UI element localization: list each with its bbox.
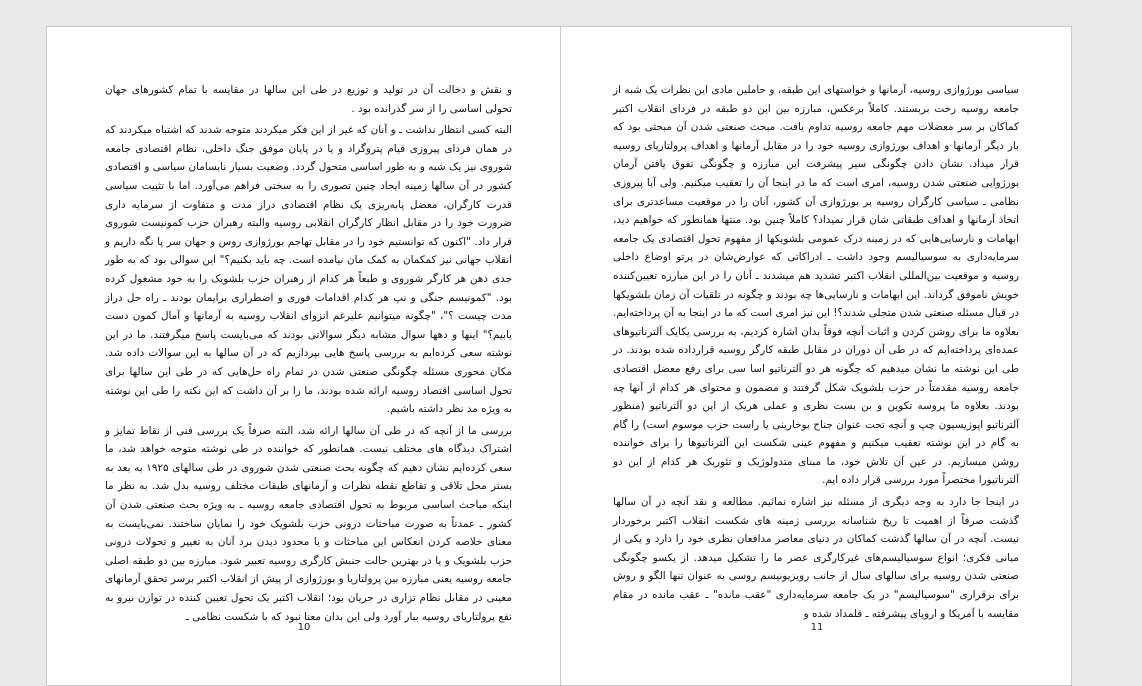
document-page-right — [560, 26, 1072, 686]
paragraph: سیاسی بورژوازی روسیه، آرمانها و خواستهای این طبقه، و حاملین مادی این نظرات یک شبه از جامعه روسیه رخت بربستند. کاملاً برعکس، مبارزه بین این دو طبقه در فردای انقلاب اکتبر کماکان بر سر معضلات مهم جامعه روسیه تداوم یافت. مبحث صنعتی شدن آن مبحثی بود که بار دیگر آرمانها و اهداف بورژوازی روسیه خود را در مقابل آرمانها و اهداف پرولتاریای روسیه قرار میداد. نشان دادن چگونگی سیر پیشرفت این مبارزه و چگونگی تفوق یافتن آرمان بورژوایی صنعتی شدن روسیه، امری است که ما در اینجا آن را تعقیب میکنیم. ولی آیا پیروزی نظامی ـ سیاسی کارگران روسیه بر بورژوازی آن کشور، آنان را در موقعیت مساعدتری برای اتخاذ آرمانها و اهداف طبقاتی شان قرار نمیداد؟ کاملاً چنین بود. منتها همانطور که خواهیم دید، ابهامات و نارسایی‌هایی که در زمینه درک عمومی بلشویکها از مفهوم تحول اقتصادی یک جامعه سرمایه‌داری به سوسیالیسم وجود داشت ـ ادراکاتی که عوارض‌شان در پرتو اوضاع داخلی روسیه و موقعیت بین‌المللی انقلاب اکتبر تشدید هم میشدند ـ آنان را در این مبارزه تعیین‌کننده خویش ناموفق گرداند. این ابهامات و نارسایی‌ها چه بودند و چگونه در تلقیات آن زمان بلشویکها در قبال مسئله صنعتی شدن متجلی شدند؟! این نیز امری است که ما در اینجا به آن پرداخته‌ایم. بعلاوه ما برای روشن کردن و اثبات آنچه فوقاً بدان اشاره کردیم، به بررسی یکایک آلترناتیوهای عمده‌ای پرداخته‌ایم که در طی آن دوران در مقابل طبقه کارگر روسیه قرارداده شده بودند. در طی این نوشته ما نشان میدهیم که چگونه هر دو آلترناتیو اسا سی برای رفع معضل اقتصادی جامعه روسیه مقدمتاً در حزب بلشویک شکل گرفتند و مضمون و محتوای هر کدام از آنها چه بودند. بعلاوه ما پروسه تکوین و بن بست نظری و عملی هریک از این دو آلترناتیو (منظور آلترناتیو اپوزیسیون چپ و آنچه تحت عنوان جناح بوخارینی یا راست حزب موسوم است) را گام به گام در این نوشته تعقیب میکنیم و مفهوم عینی شکست این آلترناتیوها را برای خواننده روشن میسازیم. در عین آن تلاش خود، ما مبنای متدولوژیک و تئوریک هر کدام از این دو آلترناتیورا مختصراً مورد بررسی قرار داده ایم. — [613, 84, 1019, 487]
paragraph: بررسی ما از آنچه که در طی آن سالها ارائه شد، البته صرفاً یک بررسی فنی از نقاط تمایز و اشتراک دیدگاه های مختلف نیست. همانطور که خواننده در طی نوشته متوجه خواهد شد، ما سعی کرده‌ایم نشان دهیم که چگونه بحث صنعتی شدن شوروی در طی سالهای ۱۹۲۵ به بعد به بستر محل تلاقی و تقاطع نقطه نظرات و آرمانهای طبقات مختلف روسیه بدل شد. به نظر ما اینکه مباحث اساسی مربوط به تحول اقتصادی جامعه روسیه ـ به ویژه بحث صنعتی شدن آن کشور ـ عمدتاً به صورت مباحثات درونی حزب بلشویک خود را نمایان ساختند. نمی‌بایست به معنای خلاصه کردن انعکاس این مباحثات و یا محدود دیدن برد آنان به تغییر و تحولات درونی حزب بلشویک و یا در بهترین حالت جنبش کارگری روسیه تعبیر شود. مبارزه بین دو طبقه اصلی جامعه روسیه یعنی مبارزه بین پرولتاریا و بورژوازی از پیش از انقلاب اکتبر برسر تحقق آرمانهای معینی در مقابل نظام تزاری در جریان بود؛ انقلاب اکتبر یک تحول تعیین کننده در توازن نیرو به نفع پرولتاریای روسیه ببار آورد ولی این بدان معنا نبود که با شکست نظامی ـ — [105, 424, 512, 623]
paragraph: و نقش و دخالت آن در تولید و توزیع در طی این سالها در مقایسه با تمام کشورهای جهان تحولی اساسی را از سر گذرانده بود . — [105, 84, 512, 115]
document-page-left — [46, 26, 571, 686]
page-body-text — [105, 81, 512, 626]
page-body-text — [613, 81, 1019, 623]
paragraph: البته کسی انتظار نداشت ـ و آنان که غیر از این فکر میکردند متوجه شدند که اشتباه میکردند که در همان فردای پیروزی قیام پتروگراد و یا در پایان موفق جنگ داخلی، نظام اقتصادی جامعه شوروی نیز یک شبه و به طور اساسی متحول گردد. وضعیت بسیار نابسامان سیاسی و اقتصادی کشور در آن سالها زمینه ایجاد چنین تصوری را به سختی فراهم می‌آورد. اما با تثبیت سیاسی قدرت کارگران، معضل پابه‌ریزی یک نظام اقتصادی دراز مدت و متفاوت از سرمایه داری ضرورت خود را در مقابل انظار کارگران انقلابی روسیه والبته رهبران حزب کمونیست شوروی قرار داد. "اکنون که توانستیم خود را در مقابل تهاجم بورژوازی روس و جهان سر پا نگه داریم و انقلاب جهانی نیز کمکمان به کمک مان نیامده است. چه باید بکنیم؟" این سوالی بود که به طور جدی ذهن هر کارگر شوروی و طبعاً هر کدام از رهبران حزب بلشویک را به خود مشغول کرده بود. "کمونیسم جنگی و نپ هر کدام اقدامات فوری و اضطراری برایمان بودند ـ راه حل دراز مدت چیست ؟"، "چگونه میتوانیم علیرغم انزوای انقلاب روسیه به آرمانها و آمال کمون دست یابیم؟" اینها و دهها سوال مشابه دیگر سوالاتی بودند که می‌بایست پاسخ میگرفتند. ما در این نوشته سعی کرده‌ایم به بررسی پاسخ هایی بپردازیم که در آن سالها به این سوالات داده شد. مکان محوری مسئله چگونگی صنعتی شدن در تمام راه حل‌هایی که در طی این سالها برای تحول اساسی اقتصاد روسیه ارائه شده بودند، ما را بر آن داشت که این نکته را طی این نوشته به ویژه مد نظر داشته باشیم. — [105, 124, 512, 416]
paragraph: در اینجا جا دارد به وجه دیگری از مسئله نیز اشاره نمائیم. مطالعه و نقد آنچه در آن سالها گذشت صرفاً از اهمیت تا ریخ شناسانه بررسی زمینه های شکست انقلاب اکتبر برخوردار نیست. آنچه در آن سالها گذشت کماکان در دنیای معاصر مدافعان نظری خود را دارد و یکی از مبانی فکری؛ انواع سوسیالیسم‌های غیرکارگری عصر ما را تشکیل میدهد. از یکسو چگونگی صنعتی شدن روسیه برای سالهای سال از جانب رویزیونیسم روسی به عنوان تنها الگو و روش برای برقراری "سوسیالیسم" در یک جامعه سرمایه‌داری "عقب مانده" ـ عقب مانده در مقام مقایسه با آمریکا و اروپای پیشرفته ـ قلمداد شده و — [613, 496, 1019, 620]
page-number: 11 — [810, 622, 824, 633]
page-number: 10 — [297, 622, 311, 633]
